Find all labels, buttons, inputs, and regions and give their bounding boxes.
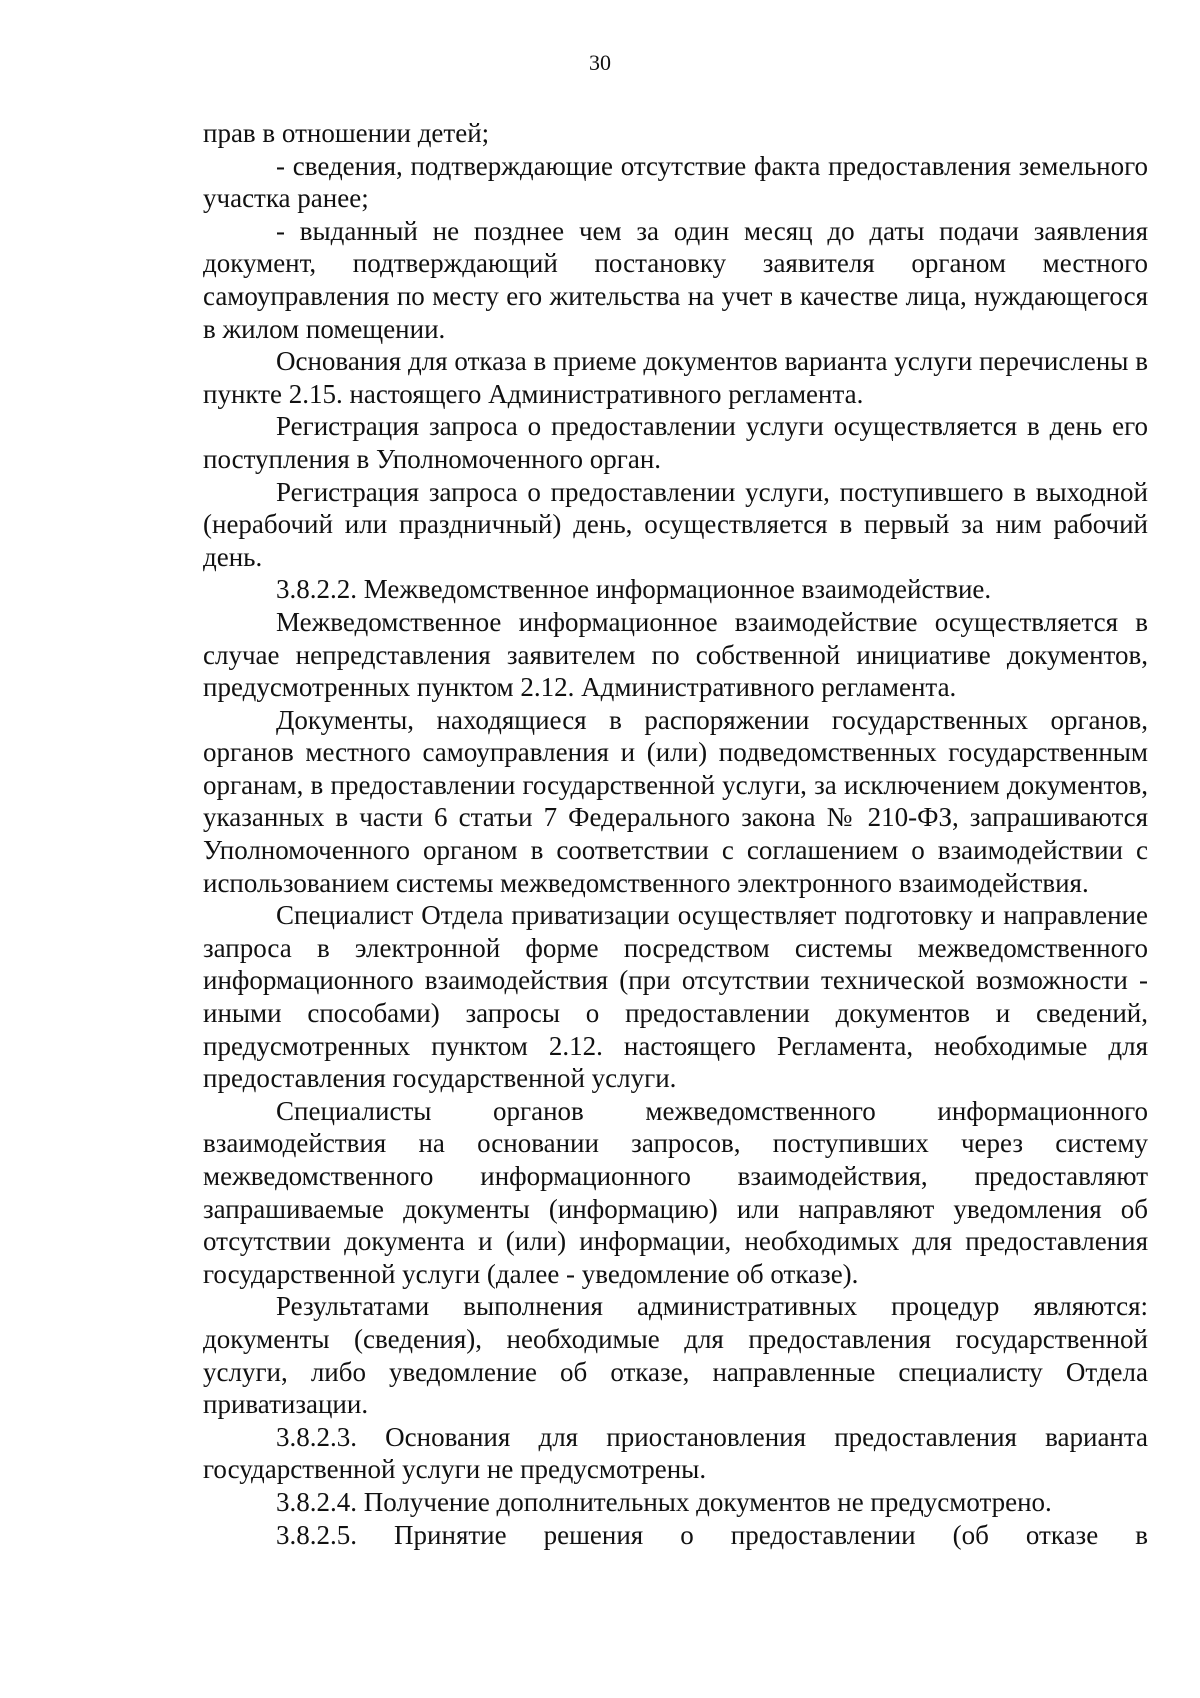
paragraph: - сведения, подтверждающие отсутствие факта предоставления земельного участка ранее; bbox=[203, 150, 1148, 214]
paragraph: Специалисты органов межведомственного информационного взаимодействия на основании запросов, поступивших через систему межведомственного информационного взаимодействия, предоставляют запрашиваемые документы (информацию) или направляют уведомления об отсутствии документа и (или) информации, необходимых для предоставления государственной услуги (далее - уведомление об отказе). bbox=[203, 1095, 1148, 1289]
paragraph: Специалист Отдела приватизации осуществляет подготовку и направление запроса в электронной форме посредством системы межведомственного информационного взаимодействия (при отсутствии технической возможности - иными способами) запросы о предоставлении документов и сведений, предусмотренных пунктом 2.12. настоящего Регламента, необходимые для предоставления государственной услуги. bbox=[203, 900, 1148, 1094]
paragraph: - выданный не позднее чем за один месяц до даты подачи заявления документ, подтверждающий постановку заявителя органом местного самоуправления по месту его жительства на учет в качестве лица, нуждающегося в жилом помещении. bbox=[203, 215, 1148, 344]
paragraph: Регистрация запроса о предоставлении услуги, поступившего в выходной (нерабочий или праздничный) день, осуществляется в первый за ним рабочий день. bbox=[203, 476, 1148, 572]
page-number: 30 bbox=[589, 50, 611, 75]
paragraph: прав в отношении детей; bbox=[203, 118, 490, 148]
paragraph: 3.8.2.5. Принятие решения о предоставлении (об отказе в bbox=[276, 1519, 1148, 1550]
paragraph: Основания для отказа в приеме документов варианта услуги перечислены в пункте 2.15. настоящего Административного регламента. bbox=[203, 346, 1148, 409]
paragraph: 3.8.2.2. Межведомственное информационное взаимодействие. bbox=[276, 574, 992, 605]
paragraph: Результатами выполнения административных процедур являются: документы (сведения), необходимые для предоставления государственной услуги, либо уведомление об отказе, направленные специалисту Отдела приватизации. bbox=[203, 1291, 1148, 1420]
paragraph: Документы, находящиеся в распоряжении государственных органов, органов местного самоуправления и (или) подведомственных государственным органам, в предоставлении государственной услуги, за исключением документов, указанных в части 6 статьи 7 Федерального закона № 210-ФЗ, запрашиваются Уполномоченного органом в соответствии с соглашением о взаимодействии с использованием системы межведомственного электронного взаимодействия. bbox=[203, 704, 1148, 898]
paragraph: Регистрация запроса о предоставлении услуги осуществляется в день его поступления в Уполномоченного орган. bbox=[203, 411, 1148, 474]
paragraph: 3.8.2.4. Получение дополнительных документов не предусмотрено. bbox=[276, 1486, 1052, 1517]
paragraph: 3.8.2.3. Основания для приостановления предоставления варианта государственной услуги не предусмотрены. bbox=[203, 1421, 1148, 1485]
paragraph: Межведомственное информационное взаимодействие осуществляется в случае непредставления заявителем по собственной инициативе документов, предусмотренных пунктом 2.12. Административного регламента. bbox=[203, 606, 1148, 703]
document-body bbox=[203, 117, 1148, 1551]
